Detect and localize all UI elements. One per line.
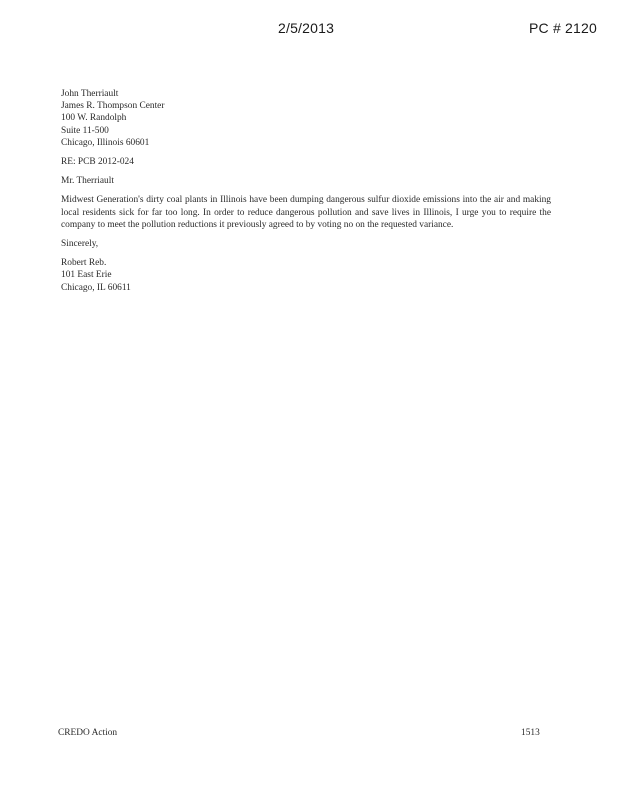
salutation: Mr. Therriault (61, 176, 114, 187)
recipient-line: Suite 11-500 (61, 125, 109, 136)
recipient-line: John Therriault (61, 89, 119, 99)
re-line: RE: PCB 2012-024 (61, 157, 134, 168)
recipient-line: James R. Thompson Center (61, 101, 165, 112)
closing: Sincerely, (61, 239, 99, 250)
footer-page-number: 1513 (521, 728, 540, 738)
recipient-address (61, 88, 551, 149)
body-paragraph: Midwest Generation's dirty coal plants in Illinois have been dumping dangerous sulfur dioxide emissions into the air and making local residents sick for far too long. In order to reduce dangerous pollution and save lives in Illinois, I urge you to require the company to meet the pollution reductions it previously agreed to by voting no on the requested variance. (61, 195, 551, 230)
footer-organization: CREDO Action (58, 728, 118, 738)
sender-line: 101 East Erie (61, 270, 112, 281)
recipient-line: 100 W. Randolph (61, 113, 127, 124)
sender-line: Chicago, IL 60611 (61, 282, 131, 293)
recipient-line: Chicago, Illinois 60601 (61, 137, 150, 148)
letter-body (61, 88, 551, 301)
header-date: 2/5/2013 (278, 20, 335, 36)
sender-line: Robert Reb. (61, 258, 107, 269)
header-pc-number: PC # 2120 (529, 20, 597, 36)
sender-signature-block (61, 257, 551, 294)
